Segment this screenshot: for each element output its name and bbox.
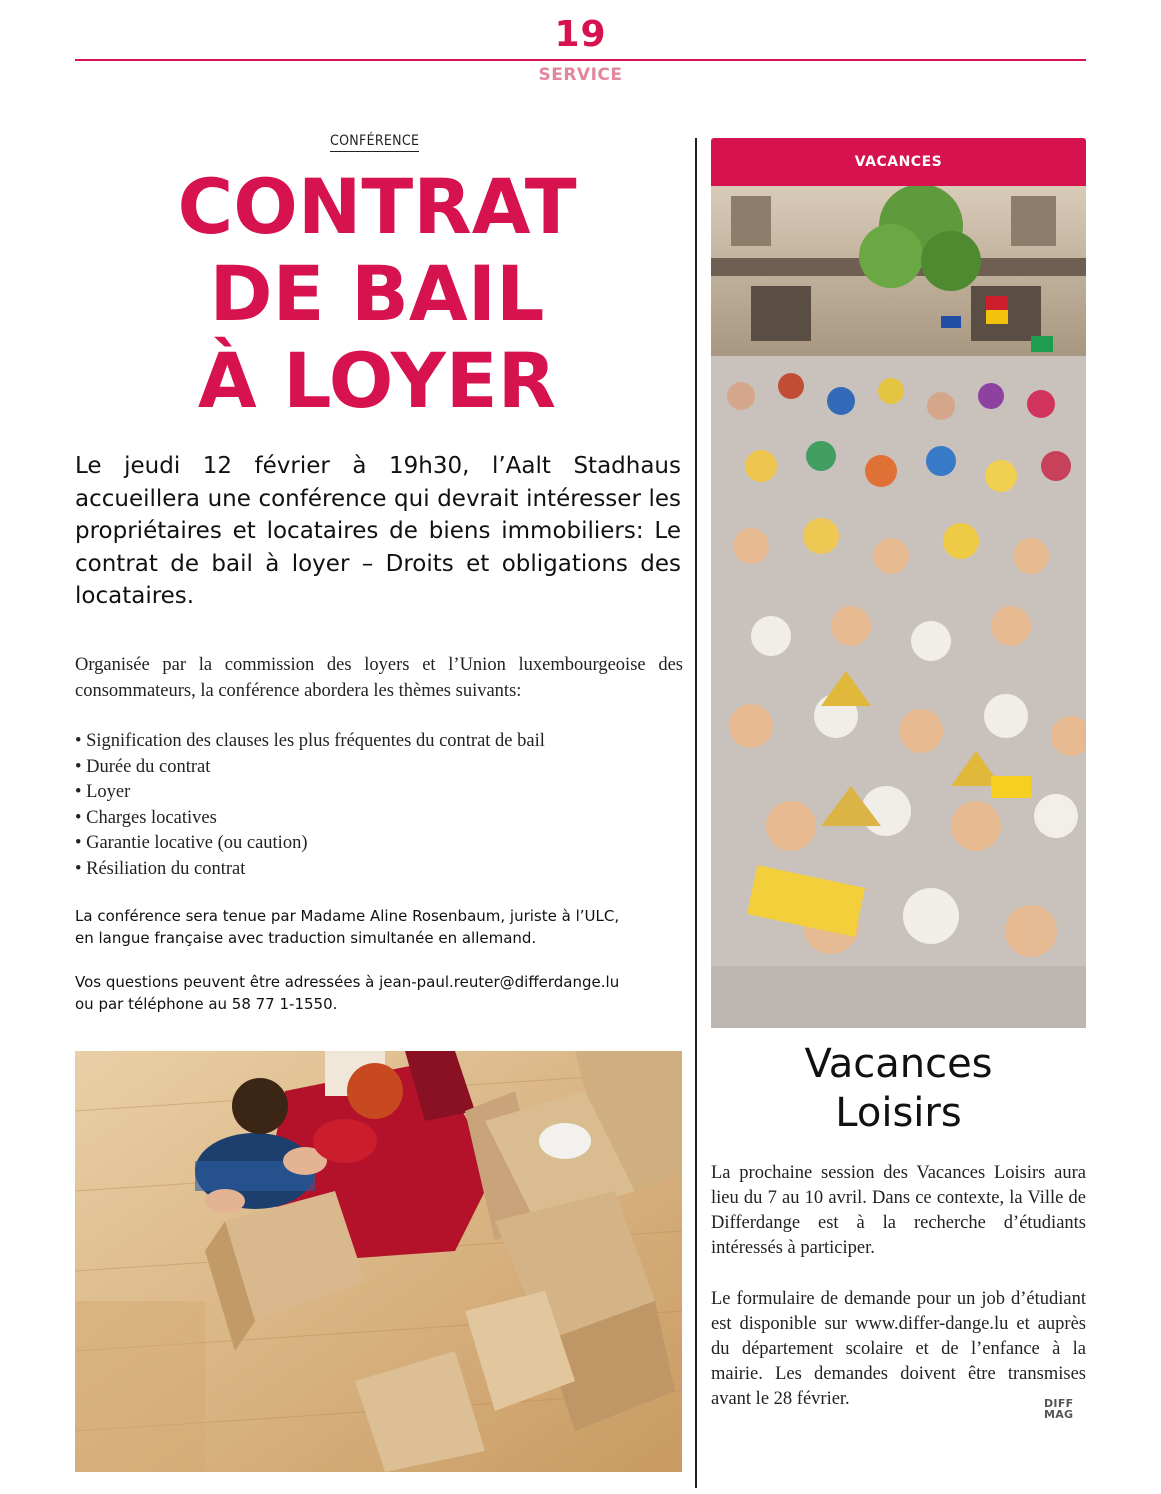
article-intro: Le jeudi 12 février à 19h30, l’Aalt Stadhaus accueillera une conférence qui devrait intéresser les propriétaires et locataires de biens immobiliers: Le contrat de bail à loyer – Droits et obligations des locataires. — [75, 453, 681, 609]
sidebar-header-label: VACANCES — [854, 154, 943, 170]
list-item: • Garantie locative (ou caution) — [75, 833, 308, 853]
carnival-children-photo — [711, 186, 1086, 1028]
speaker-info — [75, 905, 683, 949]
title-line-1: CONTRAT — [177, 162, 577, 251]
list-item: • Résiliation du contrat — [75, 858, 246, 879]
sidebar-header — [711, 138, 1086, 186]
contact-info — [75, 971, 683, 1015]
column-divider — [695, 138, 697, 1488]
speaker-line-2: en langue française avec traduction simultanée en allemand. — [75, 929, 537, 947]
sidebar-title — [711, 1040, 1086, 1138]
list-item: • Loyer — [75, 782, 131, 802]
logo-line-1: DIFF — [1044, 1397, 1074, 1410]
contact-line-2: ou par téléphone au 58 77 1-1550. — [75, 995, 338, 1013]
logo-line-2: MAG — [1044, 1408, 1074, 1421]
list-item: • Durée du contrat — [75, 756, 211, 777]
article-organised: Organisée par la commission des loyers et l’Union luxembourgeoise des consommateurs, la conférence abordera les thèmes suivants: — [75, 655, 683, 701]
title-line-2: DE BAIL — [209, 249, 545, 338]
moving-boxes-photo — [75, 1051, 682, 1472]
title-line-3: À LOYER — [197, 336, 557, 425]
diffmag-logo — [1044, 1398, 1073, 1420]
contact-line-1: Vos questions peuvent être adressées à jean-paul.reuter@differdange.lu — [75, 973, 620, 991]
article-title — [75, 163, 679, 424]
sidebar-paragraph-1: La prochaine session des Vacances Loisirs aura lieu du 7 au 10 avril. Dans ce contexte, la Ville de Differdange est à la recherche d’étudiants intéressés à participer. — [711, 1163, 1086, 1258]
header-rule — [75, 59, 1086, 61]
list-item: • Signification des clauses les plus fréquentes du contrat de bail — [75, 731, 545, 751]
speaker-line-1: La conférence sera tenue par Madame Aline Rosenbaum, juriste à l’ULC, — [75, 907, 620, 925]
section-label: SERVICE — [538, 65, 623, 85]
sidebar-title-line-2: Loisirs — [835, 1090, 962, 1136]
sidebar-paragraph-2: Le formulaire de demande pour un job d’étudiant est disponible sur www.differ-dange.lu et auprès du département scolaire et de l’enfance à la mairie. Les demandes doivent être transmises avant le 28 février. — [711, 1289, 1086, 1409]
themes-list — [75, 729, 683, 882]
sidebar-title-line-1: Vacances — [804, 1041, 993, 1087]
list-item: • Charges locatives — [75, 807, 217, 828]
page-number: 19 — [554, 14, 607, 55]
article-kicker: CONFÉRENCE — [330, 133, 419, 152]
